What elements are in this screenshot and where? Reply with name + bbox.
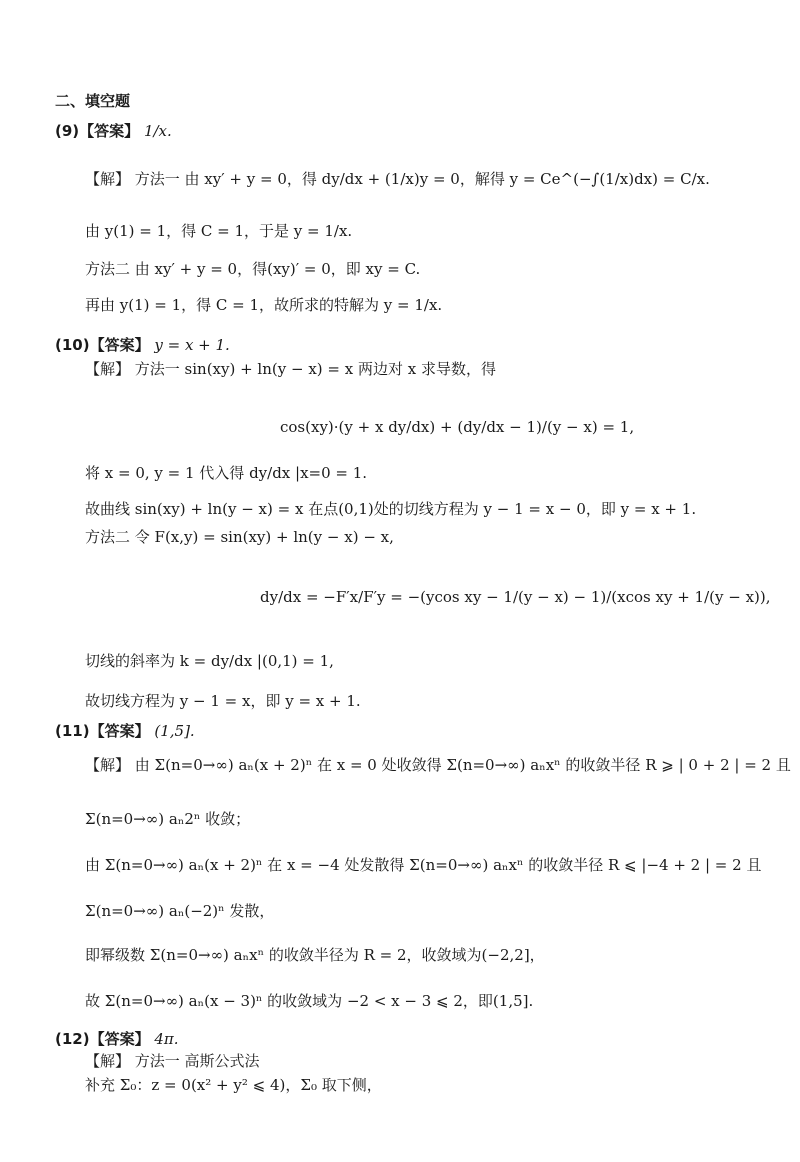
- q11-line3: 由 Σ(n=0→∞) aₙ(x + 2)ⁿ 在 x = −4 处发散得 Σ(n=0→∞) aₙxⁿ 的收敛半径 R ⩽ |−4 + 2 | = 2 且: [85, 856, 762, 874]
- section-title-text: 二、填空题: [55, 92, 131, 110]
- q11-line6: 故 Σ(n=0→∞) aₙ(x − 3)ⁿ 的收敛域为 −2 < x − 3 ⩽ 2，即(1,5].: [85, 992, 534, 1010]
- q9-label: (9)【答案】: [55, 122, 140, 140]
- q10-line2: 将 x = 0, y = 1 代入得 dy/dx |x=0 = 1.: [85, 464, 368, 482]
- q10-answer-value: y = x + 1.: [154, 336, 230, 354]
- q12-answer-value: 4π.: [154, 1030, 179, 1048]
- q9-answer-value: 1/x.: [143, 122, 172, 140]
- q12-line1: 【解】 方法一 高斯公式法: [85, 1052, 260, 1070]
- q10-answer: [55, 336, 230, 354]
- q9-line2: 由 y(1) = 1，得 C = 1，于是 y = 1/x.: [85, 222, 353, 240]
- q10-label: (10)【答案】: [55, 336, 150, 354]
- q10-line4: 方法二 令 F(x,y) = sin(xy) + ln(y − x) − x,: [85, 528, 394, 546]
- q9-line1: 【解】 方法一 由 xy′ + y = 0，得 dy/dx + (1/x)y = 0，解得 y = Ce^(−∫(1/x)dx) = C/x.: [85, 170, 710, 188]
- q11-line4: Σ(n=0→∞) aₙ(−2)ⁿ 发散，: [85, 902, 275, 920]
- q9-line4: 再由 y(1) = 1，得 C = 1，故所求的特解为 y = 1/x.: [85, 296, 443, 314]
- q10-line3: 故曲线 sin(xy) + ln(y − x) = x 在点(0,1)处的切线方程为 y − 1 = x − 0，即 y = x + 1.: [85, 500, 697, 518]
- q10-eq1: cos(xy)·(y + x dy/dx) + (dy/dx − 1)/(y − x) = 1,: [280, 418, 635, 436]
- q12-answer: [55, 1030, 179, 1048]
- q11-answer: [55, 722, 195, 740]
- q11-answer-value: (1,5].: [154, 722, 195, 740]
- q9-line3: 方法二 由 xy′ + y = 0，得(xy)′ = 0，即 xy = C.: [85, 260, 421, 278]
- q10-line5: 切线的斜率为 k = dy/dx |(0,1) = 1,: [85, 652, 334, 670]
- q10-line6: 故切线方程为 y − 1 = x，即 y = x + 1.: [85, 692, 361, 710]
- q9-answer: [55, 122, 172, 140]
- q10-line1: 【解】 方法一 sin(xy) + ln(y − x) = x 两边对 x 求导数，得: [85, 360, 496, 378]
- q12-line2: 补充 Σ₀：z = 0(x² + y² ⩽ 4)，Σ₀ 取下侧，: [85, 1076, 382, 1094]
- q11-line1: 【解】 由 Σ(n=0→∞) aₙ(x + 2)ⁿ 在 x = 0 处收敛得 Σ(n=0→∞) aₙxⁿ 的收敛半径 R ⩾ | 0 + 2 | = 2 且: [85, 756, 791, 774]
- q11-line2: Σ(n=0→∞) aₙ2ⁿ 收敛；: [85, 810, 251, 828]
- q10-eq2: dy/dx = −F′x/F′y = −(ycos xy − 1/(y − x) − 1)/(xcos xy + 1/(y − x)),: [260, 588, 771, 606]
- q12-label: (12)【答案】: [55, 1030, 150, 1048]
- q11-label: (11)【答案】: [55, 722, 150, 740]
- q11-line5: 即幂级数 Σ(n=0→∞) aₙxⁿ 的收敛半径为 R = 2，收敛域为(−2,2]，: [85, 946, 545, 964]
- section-title: [55, 92, 130, 110]
